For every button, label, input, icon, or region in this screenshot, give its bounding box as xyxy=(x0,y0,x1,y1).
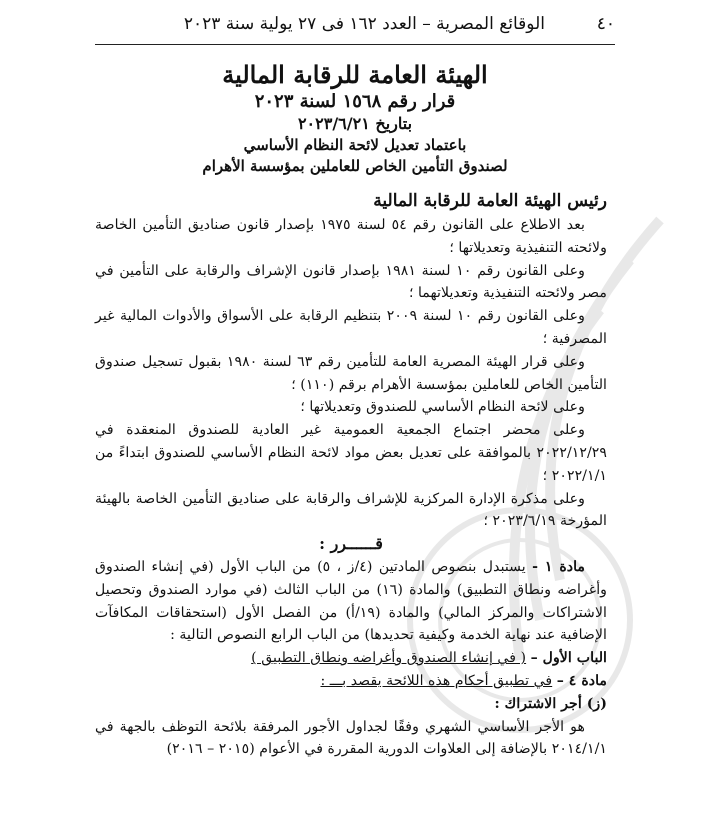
decree-subject-line1: باعتماد تعديل لائحة النظام الأساسي xyxy=(243,136,467,154)
chapter-1-label: الباب الأول – xyxy=(530,650,607,667)
article-4 xyxy=(95,670,607,693)
item-z-heading: (ز) أجر الاشتراك : xyxy=(494,695,607,712)
chapter-1-title: ( في إنشاء الصندوق وأغراضه ونطاق التطبيق ) xyxy=(251,650,527,667)
recital: وعلى القانون رقم ١٠ لسنة ١٩٨١ بإصدار قانون الإشراف والرقابة على التأمين في مصر ولائحته التنفيذية وتعديلاتهما ؛ xyxy=(95,262,607,302)
article-4-text: في تطبيق أحكام هذه اللائحة يقصد بـــ : xyxy=(320,672,553,689)
authority-title: الهيئة العامة للرقابة المالية xyxy=(222,60,488,89)
decree-subject-line2: لصندوق التأمين الخاص للعاملين بمؤسسة الأهرام xyxy=(202,157,508,175)
article-1-label: مادة ١ - xyxy=(532,558,586,575)
title-block xyxy=(100,60,610,177)
president-heading: رئيس الهيئة العامة للرقابة المالية xyxy=(373,191,607,211)
decree-number: قرار رقم ١٥٦٨ لسنة ٢٠٢٣ xyxy=(254,91,456,112)
item-z-text: هو الأجر الأساسي الشهري وفقًا لجداول الأجور المرفقة بلائحة التوظف بالجهة في ٢٠١٤/١/١ بالإضافة إلى العلاوات الدورية المقررة في الأعوام (٢٠١٥ – ٢٠١٦) xyxy=(95,718,607,758)
document-body xyxy=(95,188,607,761)
header-rule xyxy=(95,44,615,45)
article-4-label: مادة ٤ – xyxy=(556,672,607,689)
article-1 xyxy=(95,556,607,647)
article-1-text: يستبدل بنصوص المادتين (٤/ز ، ٥) من الباب الأول (في إنشاء الصندوق وأغراضه ونطاق التطبيق) والمادة (١٦) من الباب الثالث (في موارد الصندوق وتحصيل الاشتراكات والمركز المالي) والمادة (١٩/أ) من الفصل الأول (استحقاقات المكافآت الإضافية عند نهاية الخدمة وكيفية تحديدها) من الباب الرابع النصوص التالية : xyxy=(95,558,607,644)
recital: وعلى القانون رقم ١٠ لسنة ٢٠٠٩ بتنظيم الرقابة على الأسواق والأدوات المالية غير المصرفية ؛ xyxy=(95,308,607,347)
chapter-1 xyxy=(95,647,607,670)
recital: وعلى محضر اجتماع الجمعية العمومية غير العادية للصندوق المنعقدة في ٢٠٢٢/١٢/٢٩ بالموافقة على تعديل بعض مواد لائحة النظام الأساسي للصندوق ابتداءً من ٢٠٢٢/١/١ ؛ xyxy=(95,422,607,484)
running-title: الوقائع المصرية – العدد ١٦٢ فى ٢٧ يولية سنة ٢٠٢٣ xyxy=(183,14,545,34)
running-header xyxy=(95,14,615,40)
recital: وعلى لائحة النظام الأساسي للصندوق وتعديلاتها ؛ xyxy=(300,399,585,416)
recital: وعلى قرار الهيئة المصرية العامة للتأمين رقم ٦٣ لسنة ١٩٨٠ بقبول تسجيل صندوق التأمين الخاص للعاملين بمؤسسة الأهرام برقم (١١٠) ؛ xyxy=(95,353,607,393)
page-number: ٤٠ xyxy=(596,14,615,34)
decree-date: بتاريخ ٢٠٢٣/٦/٢١ xyxy=(297,114,413,133)
recital: بعد الاطلاع على القانون رقم ٥٤ لسنة ١٩٧٥ بإصدار قانون صناديق التأمين الخاصة ولائحته التنفيذية وتعديلاتها ؛ xyxy=(95,217,607,256)
decree-word: قــــــرر : xyxy=(319,534,383,554)
recital: وعلى مذكرة الإدارة المركزية للإشراف والرقابة على صناديق التأمين الخاصة بالهيئة المؤرخة ٢٠٢٣/٦/١٩ ؛ xyxy=(95,490,607,530)
